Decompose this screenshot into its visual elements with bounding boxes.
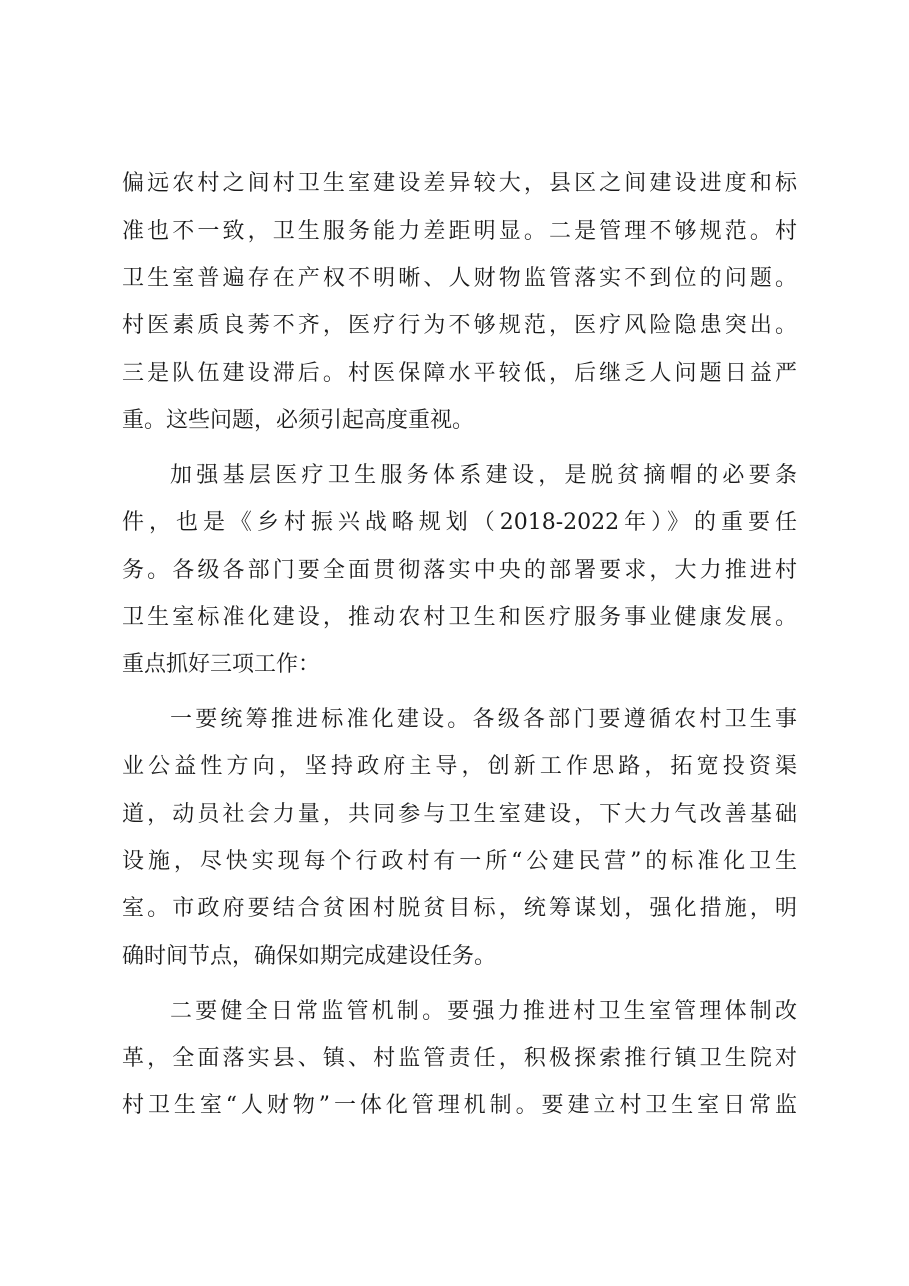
paragraph-first-line: 一要统筹推进标准化建设。各级各部门要遵循农村卫生事 [170, 707, 797, 732]
text-line: 确时间节点，确保如期完成建设任务。 [122, 944, 497, 969]
text-line: 室。市政府要结合贫困村脱贫目标，统筹谋划，强化措施，明 [122, 896, 797, 921]
text-line: 业公益性方向，坚持政府主导，创新工作思路，拓宽投资渠 [122, 754, 797, 779]
text-line: 重点抓好三项工作： [122, 652, 321, 677]
text-line: 道，动员社会力量，共同参与卫生室建设，下大力气改善基础 [122, 802, 797, 827]
text-line: 卫生室标准化建设，推动农村卫生和医疗服务事业健康发展。 [122, 605, 797, 630]
text-line: 准也不一致，卫生服务能力差距明显。二是管理不够规范。村 [122, 219, 797, 244]
paragraph-first-line: 二要健全日常监管机制。要强力推进村卫生室管理体制改 [170, 999, 797, 1024]
text-line: 村医素质良莠不齐，医疗行为不够规范，医疗风险隐患突出。 [122, 313, 797, 338]
paragraph-first-line: 加强基层医疗卫生服务体系建设，是脱贫摘帽的必要条 [170, 463, 797, 488]
text-line: 务。各级各部门要全面贯彻落实中央的部署要求，大力推进村 [122, 558, 797, 583]
text-line: 革，全面落实县、镇、村监管责任，积极探索推行镇卫生院对 [122, 1046, 797, 1071]
text-line: 村卫生室“人财物”一体化管理机制。要建立村卫生室日常监 [122, 1093, 797, 1118]
text-line: 偏远农村之间村卫生室建设差异较大，县区之间建设进度和标 [122, 171, 797, 196]
text-line: 设施，尽快实现每个行政村有一所“公建民营”的标准化卫生 [122, 849, 797, 874]
text-line: 件，也是《乡村振兴战略规划（2018-2022年）》的重要任 [122, 510, 797, 535]
text-line: 重。这些问题，必须引起高度重视。 [122, 408, 475, 433]
text-line: 三是队伍建设滞后。村医保障水平较低，后继乏人问题日益严 [122, 361, 797, 386]
text-line: 卫生室普遍存在产权不明晰、人财物监管落实不到位的问题。 [122, 266, 797, 291]
